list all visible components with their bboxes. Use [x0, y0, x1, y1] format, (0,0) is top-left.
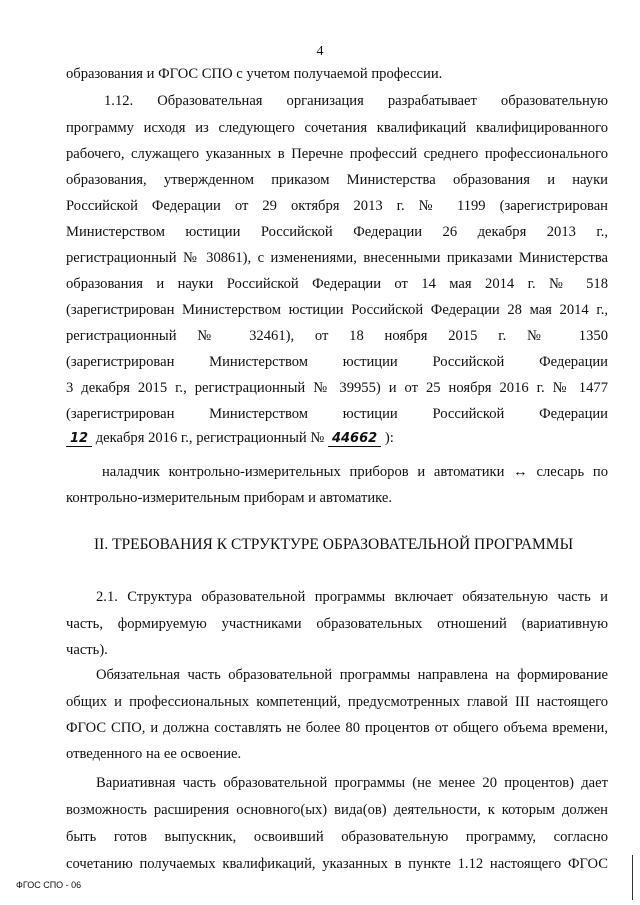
scan-edge-line: [632, 855, 633, 900]
text-line: Вариативная часть образовательной программы (не менее 20 процентов) дает: [96, 775, 608, 791]
text-line: программу исходя из следующего сочетания квалификаций квалифицированного: [66, 120, 608, 136]
text-line: общих и профессиональных компетенций, предусмотренных главой III настоящего: [66, 694, 608, 710]
text-line: Министерством юстиции Российской Федерации 26 декабря 2013 г.,: [66, 224, 608, 240]
section-heading: II. ТРЕБОВАНИЯ К СТРУКТУРЕ ОБРАЗОВАТЕЛЬНОЙ ПРОГРАММЫ: [94, 536, 574, 553]
text-line: 3 декабря 2015 г., регистрационный № 39955) и от 25 ноября 2016 г. № 1477: [66, 380, 608, 396]
text-line: наладчик контрольно-измерительных приборов и автоматики ↔ слесарь по: [102, 464, 608, 480]
text-line: рабочего, служащего указанных в Перечне профессий среднего профессионального: [66, 146, 608, 162]
text-line: Российской Федерации от 29 октября 2013 г. № 1199 (зарегистрирован: [66, 198, 608, 214]
text-line: отведенного на ее освоение.: [66, 746, 242, 762]
handwritten-number: 44662: [328, 432, 381, 447]
text-line: ФГОС СПО, и должна составлять не более 80 процентов от общего объема времени,: [66, 720, 608, 736]
page-number: 4: [316, 44, 324, 59]
text-line: 1.12. Образовательная организация разрабатывает образовательную: [104, 93, 608, 109]
registration-line: [66, 430, 394, 447]
text-line: (зарегистрирован Министерством юстиции Российской Федерации 28 мая 2014 г.,: [66, 302, 608, 318]
registration-end: ):: [381, 430, 394, 446]
text-line: часть).: [66, 642, 108, 658]
text-line: регистрационный № 32461), от 18 ноября 2015 г. № 1350: [66, 328, 608, 344]
text-line: сочетанию получаемых квалификаций, указанных в пункте 1.12 настоящего ФГОС: [66, 856, 608, 872]
text-line: контрольно-измерительным приборам и автоматике.: [66, 490, 393, 506]
text-line: 2.1. Структура образовательной программы включает обязательную часть и: [96, 589, 608, 605]
text-line: (зарегистрирован Министерством юстиции Российской Федерации: [66, 354, 608, 370]
intro-line: образования и ФГОС СПО с учетом получаемой профессии.: [66, 66, 443, 82]
text-line: Обязательная часть образовательной программы направлена на формирование: [96, 667, 608, 683]
page-footer: ФГОС СПО - 06: [16, 880, 82, 890]
text-line: часть, формируемую участниками образовательных отношений (вариативную: [66, 616, 608, 632]
registration-text: декабря 2016 г., регистрационный №: [92, 430, 328, 446]
text-line: быть готов выпускник, освоивший образовательную программу, согласно: [66, 829, 608, 845]
text-line: возможность расширения основного(ых) вида(ов) деятельности, к которым должен: [66, 802, 608, 818]
text-line: образования и науки Российской Федерации от 14 мая 2014 г. № 518: [66, 276, 608, 292]
text-line: регистрационный № 30861), с изменениями, внесенными приказами Министерства: [66, 250, 608, 266]
text-line: (зарегистрирован Министерством юстиции Российской Федерации: [66, 406, 608, 422]
handwritten-day: 12: [66, 432, 92, 447]
text-line: образования, утвержденном приказом Министерства образования и науки: [66, 172, 608, 188]
